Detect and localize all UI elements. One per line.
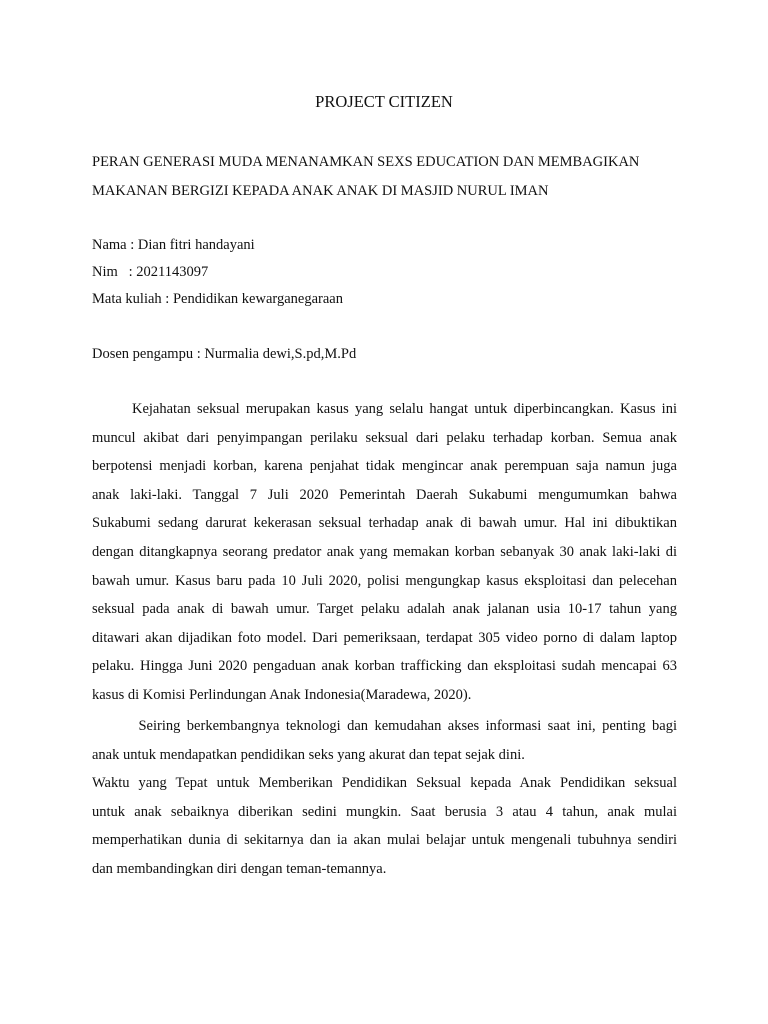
paragraph-3-line: memperhatikan dunia di sekitarnya dan ia akan mulai belajar untuk mengenali tubuhnya sendiri — [92, 832, 677, 849]
course-name: Mata kuliah : Pendidikan kewarganegaraan — [92, 291, 343, 307]
paragraph-1-line: anak laki-laki. Tanggal 7 Juli 2020 Pemerintah Daerah Sukabumi mengumumkan bahwa — [92, 486, 677, 503]
paragraph-2 — [92, 712, 677, 769]
subtitle-line-2: MAKANAN BERGIZI KEPADA ANAK ANAK DI MASJID NURUL IMAN — [92, 183, 549, 199]
paragraph-3-line: Waktu yang Tepat untuk Memberikan Pendidikan Seksual kepada Anak Pendidikan seksual — [92, 775, 677, 791]
paragraph-3-line: dan membandingkan diri dengan teman-temannya. — [92, 860, 387, 877]
document-title: PROJECT CITIZEN — [315, 92, 453, 111]
paragraph-1-line: ditawari akan dijadikan foto model. Dari pemeriksaan, terdapat 305 video porno di dalam laptop — [92, 629, 677, 646]
paragraph-1-line: kasus di Komisi Perlindungan Anak Indonesia(Maradewa, 2020). — [92, 686, 472, 703]
paragraph-2-line: anak untuk mendapatkan pendidikan seks yang akurat dan tepat sejak dini. — [92, 746, 525, 763]
paragraph-1-line: muncul akibat dari penyimpangan perilaku seksual dari pelaku terhadap korban. Semua anak — [92, 429, 677, 446]
paragraph-1-line: Sukabumi sedang darurat kekerasan seksual terhadap anak di bawah umur. Hal ini dibuktikan — [92, 515, 677, 532]
paragraph-1-line: berpotensi menjadi korban, karena penjahat tidak mengincar anak perempuan saja namun juga — [92, 458, 677, 475]
subtitle-line-1: PERAN GENERASI MUDA MENANAMKAN SEXS EDUCATION DAN MEMBAGIKAN — [92, 154, 640, 170]
lecturer-name: Dosen pengampu : Nurmalia dewi,S.pd,M.Pd — [92, 346, 357, 362]
paragraph-1 — [92, 395, 677, 710]
paragraph-3 — [92, 769, 677, 883]
paragraph-1-line: seksual pada anak di bawah umur. Target pelaku adalah anak jalanan usia 10-17 tahun yang — [92, 601, 677, 618]
paragraph-1-line: bawah umur. Kasus baru pada 10 Juli 2020, polisi mengungkap kasus eksploitasi dan pelecehan — [92, 572, 677, 589]
paragraph-1-line: Kejahatan seksual merupakan kasus yang selalu hangat untuk diperbincangkan. Kasus ini — [132, 401, 677, 417]
paragraph-2-line: Seiring berkembangnya teknologi dan kemudahan akses informasi saat ini, penting bagi — [132, 718, 677, 734]
student-nim: Nim : 2021143097 — [92, 264, 209, 280]
paragraph-1-line: pelaku. Hingga Juni 2020 pengaduan anak korban trafficking dan eksploitasi sudah mencapai 63 — [92, 658, 677, 675]
student-name: Nama : Dian fitri handayani — [92, 237, 255, 253]
paragraph-1-line: dengan ditangkapnya seorang predator anak yang memakan korban sebanyak 30 anak laki-laki di — [92, 543, 677, 560]
paragraph-3-line: untuk anak sebaiknya diberikan sedini mungkin. Saat berusia 3 atau 4 tahun, anak mulai — [92, 803, 677, 820]
